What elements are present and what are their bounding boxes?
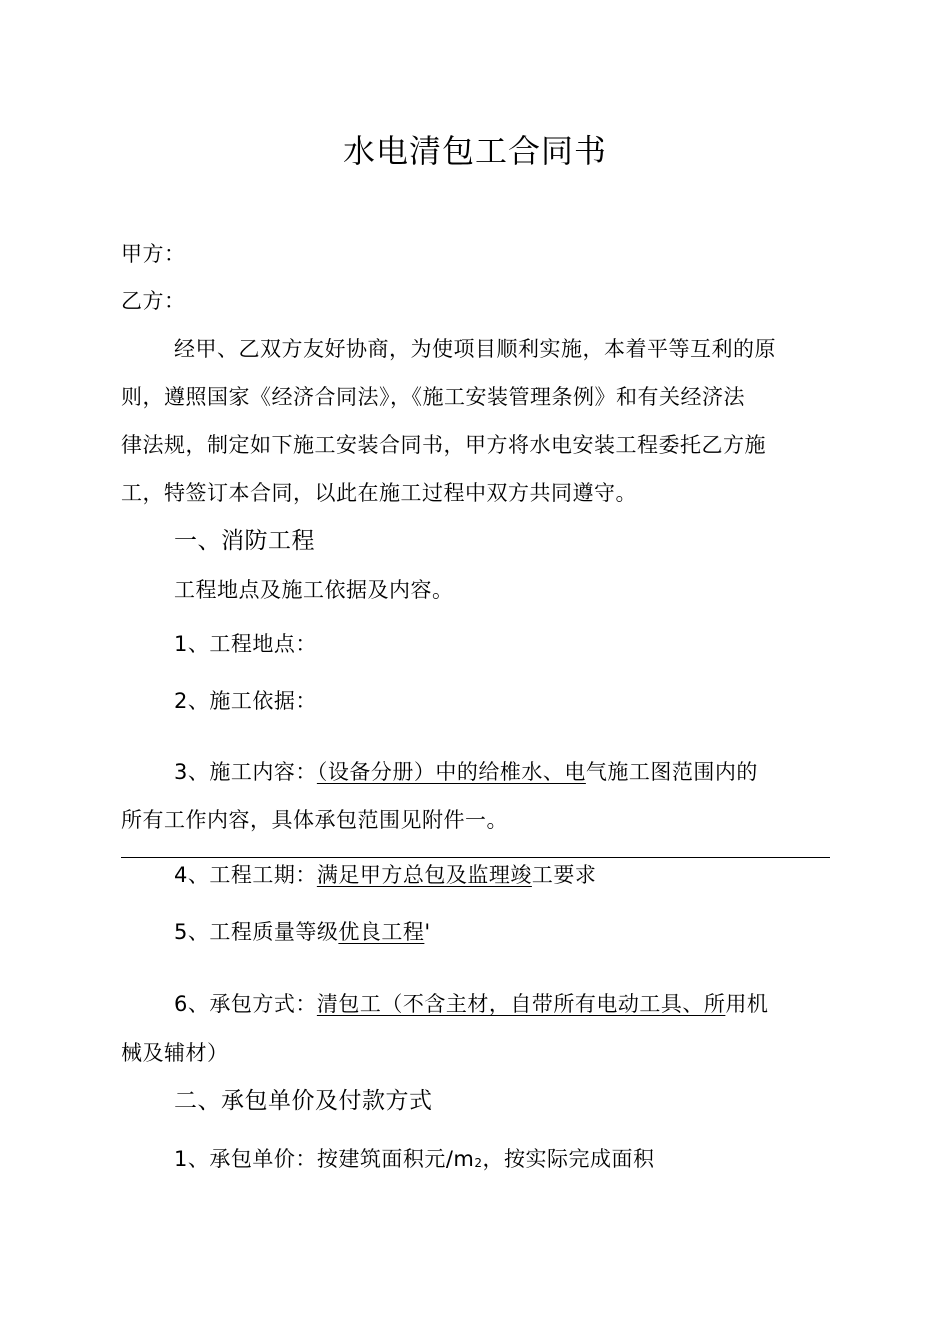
- item-5-underlined: 优良工程: [338, 920, 425, 944]
- item-3-content: [174, 757, 758, 787]
- item-6-line-2: 械及辅材）: [121, 1041, 229, 1065]
- item-4-period: [174, 860, 596, 890]
- item-1-location: 1、工程地点：: [174, 632, 317, 656]
- intro-line-2: 则，遵照国家《经济合同法》，《施工安装管理条例》和有关经济法: [121, 385, 745, 409]
- intro-line-4: 工，特签订本合同，以此在施工过程中双方共同遵守。: [121, 481, 637, 505]
- divider-line: [121, 857, 830, 858]
- item-2-basis: 2、施工依据：: [174, 689, 317, 713]
- item-3-rest: 气施工图范围内的: [585, 760, 758, 784]
- item-6-label: 6、承包方式：: [174, 992, 317, 1016]
- item-3-underlined: （设备分册）中的给椎水、电: [316, 760, 586, 784]
- item-4-underlined: 满足甲方总包及监理竣: [316, 863, 532, 887]
- document-title: 水电清包工合同书: [342, 132, 607, 170]
- item-5-label: 5、工程质量等级: [174, 920, 339, 944]
- item-4-rest: 工要求: [531, 863, 597, 887]
- item-3-line-2: 所有工作内容，具体承包范围见附件一。: [121, 808, 508, 832]
- item-4-label: 4、工程工期：: [174, 863, 317, 887]
- section-1-heading: 一、消防工程: [174, 528, 315, 554]
- item-5-quality: [174, 917, 431, 947]
- item-3-label: 3、施工内容：: [174, 760, 317, 784]
- item-6-rest: 用机: [725, 992, 769, 1016]
- item-6-underlined: 清包工（不含主材，自带所有电动工具、所: [316, 992, 726, 1016]
- unit-price-text-rest: ，按实际完成面积: [482, 1147, 655, 1171]
- intro-line-1: 经甲、乙双方友好协商，为使项目顺利实施，本着平等互利的原: [174, 337, 776, 361]
- intro-line-3: 律法规，制定如下施工安装合同书，甲方将水电安装工程委托乙方施: [121, 433, 766, 457]
- item-6-method: [174, 989, 768, 1019]
- section-1-subtitle: 工程地点及施工依据及内容。: [174, 578, 454, 602]
- item-5-rest: ': [424, 920, 431, 944]
- unit-price-text: 1、承包单价：按建筑面积元/m: [174, 1147, 475, 1171]
- party-b-label: 乙方：: [121, 289, 186, 313]
- section-2-item-1: [174, 1144, 655, 1178]
- section-2-heading: 二、承包单价及付款方式: [174, 1088, 433, 1114]
- unit-superscript: 2: [474, 1156, 483, 1170]
- party-a-label: 甲方：: [121, 242, 186, 266]
